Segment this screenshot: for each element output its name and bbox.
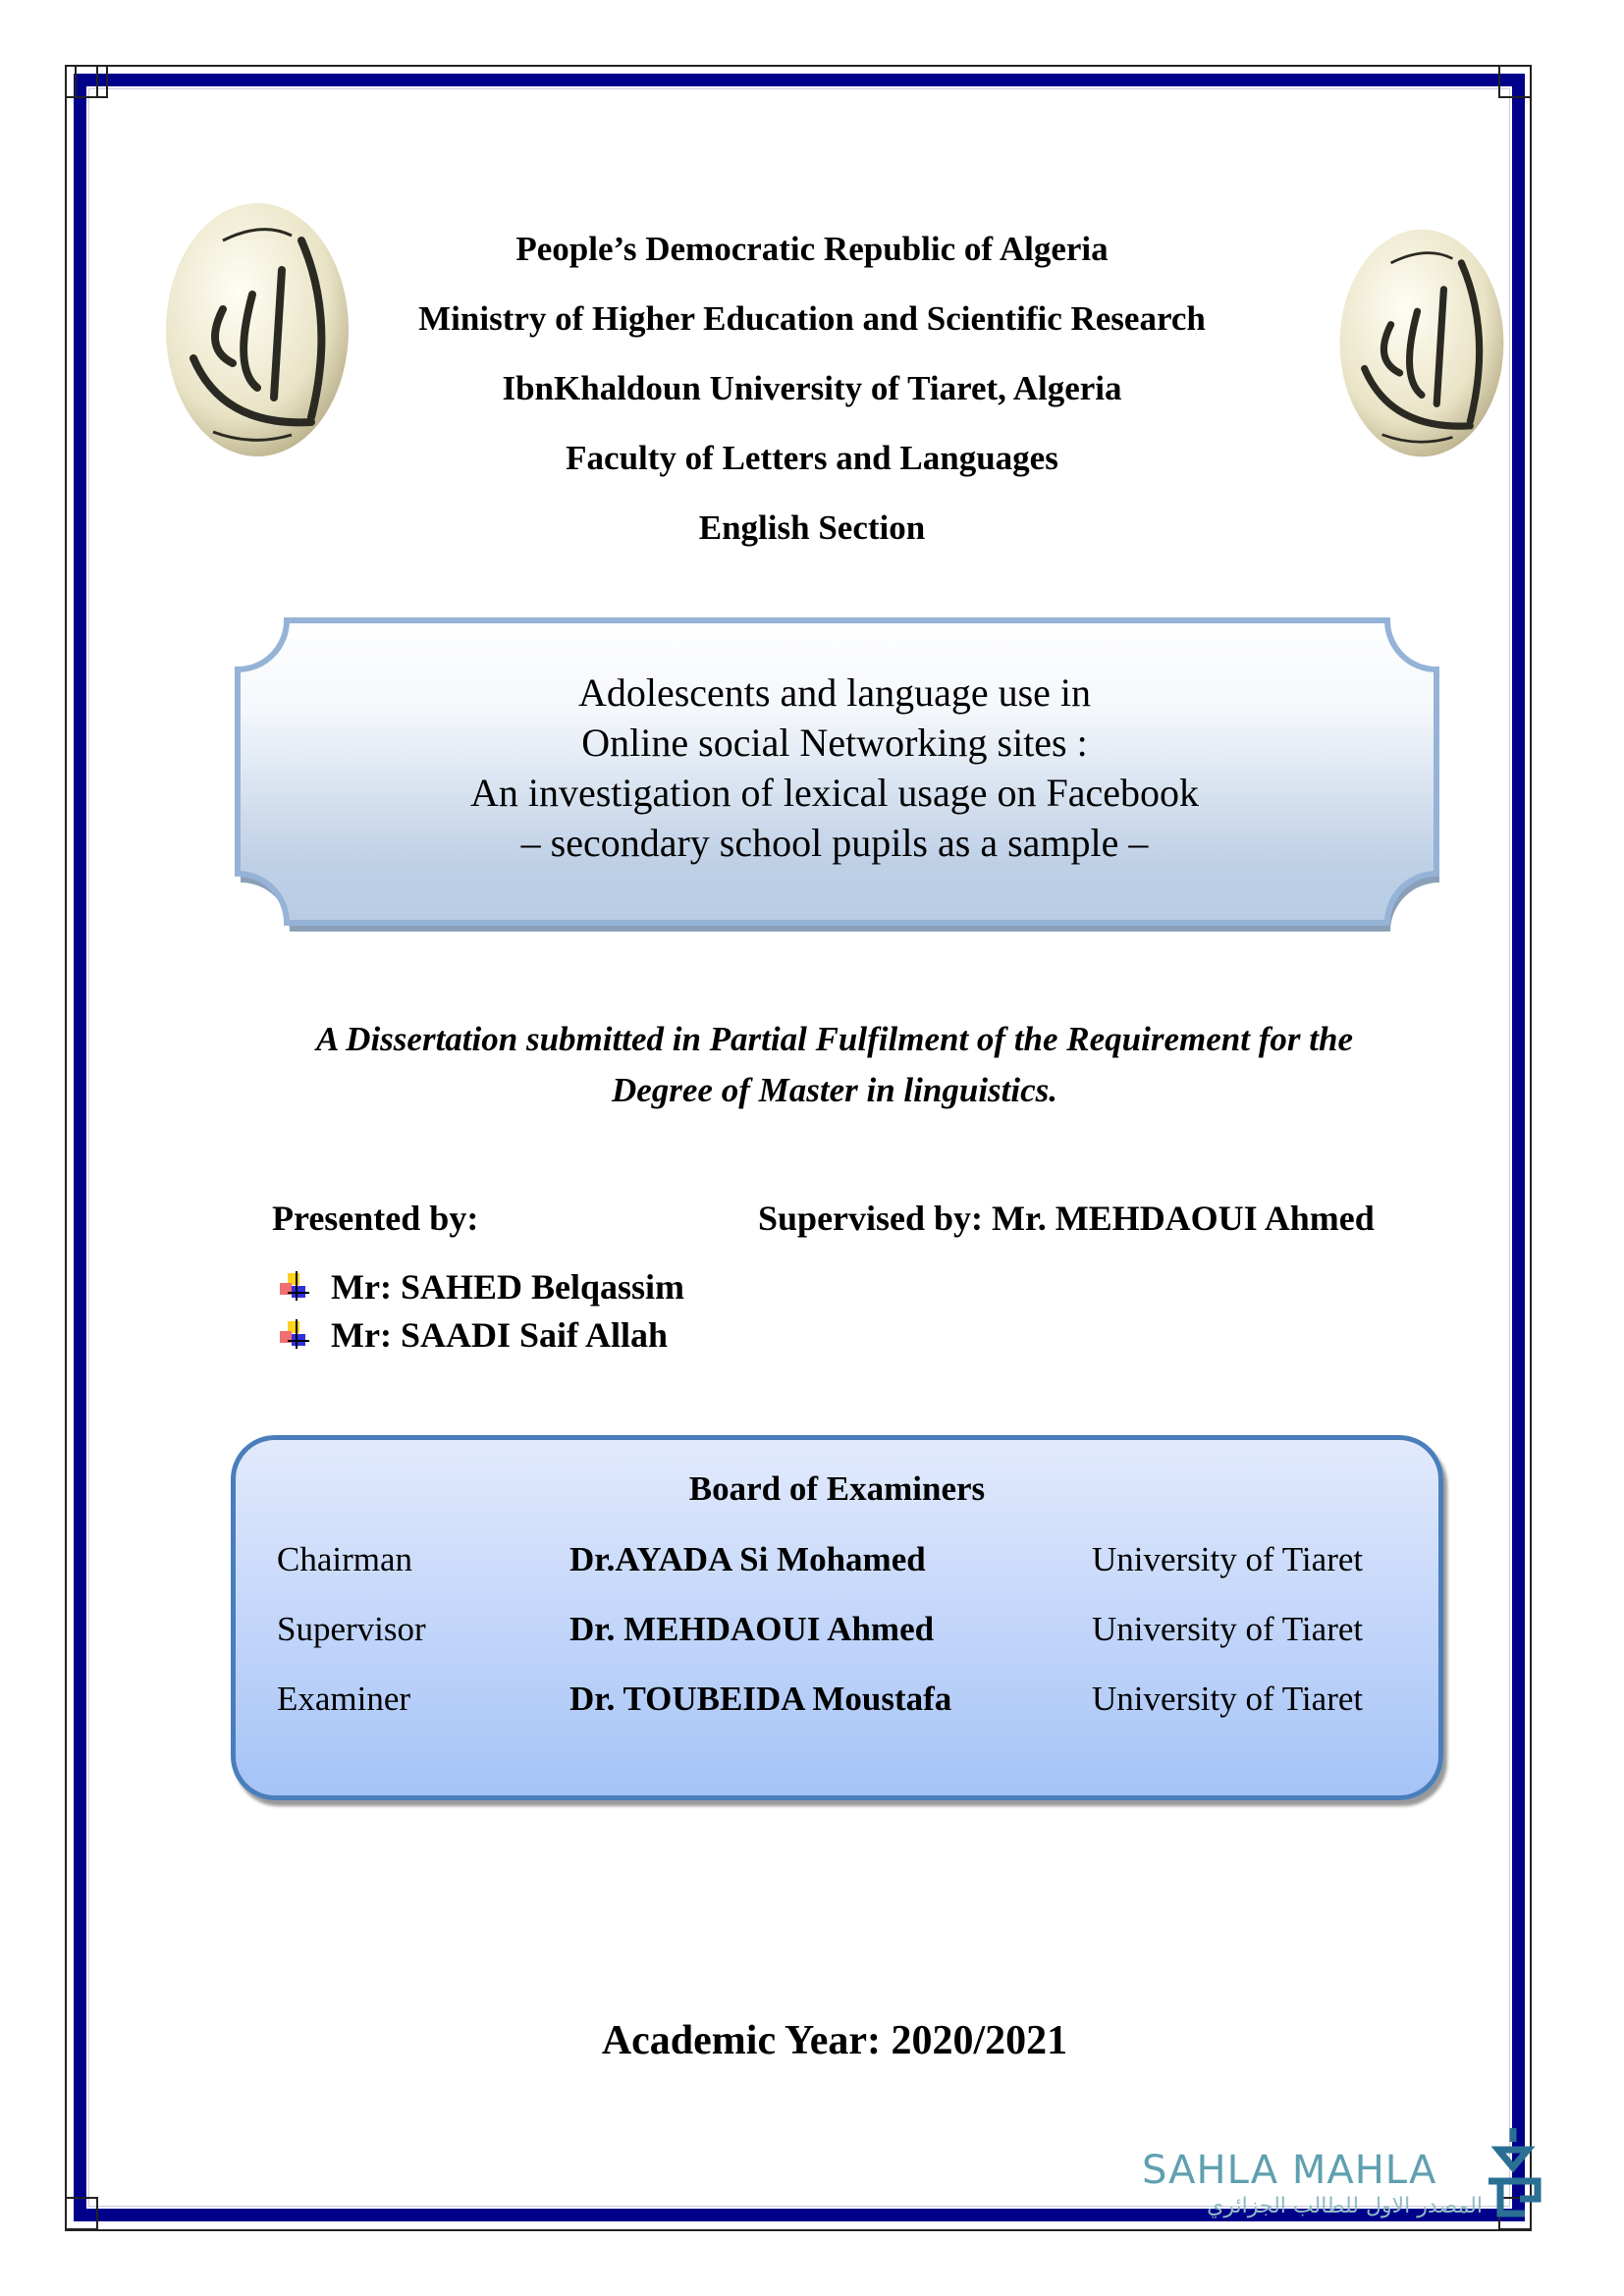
watermark-tagline: المصدر الاول للطالب الجزائري bbox=[1207, 2194, 1483, 2218]
submission-line: A Dissertation submitted in Partial Fulfilment of the Requirement for the bbox=[316, 1020, 1353, 1058]
header-country: People’s Democratic Republic of Algeria bbox=[515, 230, 1109, 268]
examiner-name: Dr. MEHDAOUI Ahmed bbox=[569, 1610, 935, 1648]
title-line: Online social Networking sites : bbox=[581, 721, 1088, 765]
submission-line: Degree of Master in linguistics. bbox=[611, 1071, 1058, 1109]
board-of-examiners bbox=[231, 1435, 1443, 1800]
corner-ornament bbox=[75, 65, 108, 98]
submission-statement bbox=[236, 1014, 1434, 1116]
corner-ornament bbox=[65, 2197, 98, 2230]
academic-year: Academic Year: 2020/2021 bbox=[601, 2018, 1068, 2063]
header-ministry: Ministry of Higher Education and Scientific Research bbox=[418, 299, 1206, 338]
supervised-by: Supervised by: Mr. MEHDAOUI Ahmed bbox=[758, 1199, 1375, 1238]
examiner-affiliation: University of Tiaret bbox=[1092, 1680, 1364, 1718]
examiner-role: Chairman bbox=[277, 1540, 413, 1578]
watermark-logo-icon bbox=[1481, 2120, 1545, 2218]
examiner-name: Dr.AYADA Si Mohamed bbox=[569, 1540, 926, 1578]
examiner-name: Dr. TOUBEIDA Moustafa bbox=[569, 1680, 952, 1718]
examiner-affiliation: University of Tiaret bbox=[1092, 1540, 1364, 1578]
bullet-icon bbox=[280, 1271, 309, 1301]
examiner-role: Examiner bbox=[277, 1680, 411, 1718]
board-title: Board of Examiners bbox=[688, 1469, 986, 1508]
header-section: English Section bbox=[698, 508, 926, 547]
watermark-brand: SAHLA MAHLA bbox=[1142, 2148, 1437, 2193]
header-university: IbnKhaldoun University of Tiaret, Algeria bbox=[502, 369, 1122, 407]
examiner-affiliation: University of Tiaret bbox=[1092, 1610, 1364, 1648]
title-line: Adolescents and language use in bbox=[577, 670, 1092, 715]
presenter-name: Mr: SAHED Belqassim bbox=[331, 1267, 684, 1307]
presented-by-label: Presented by: bbox=[272, 1199, 479, 1238]
bullet-icon bbox=[280, 1319, 309, 1349]
corner-ornament bbox=[1498, 65, 1532, 98]
examiner-role: Supervisor bbox=[277, 1610, 426, 1648]
title-line: An investigation of lexical usage on Facebook bbox=[469, 771, 1200, 815]
header-faculty: Faculty of Letters and Languages bbox=[566, 439, 1058, 477]
dissertation-title bbox=[229, 667, 1440, 868]
presenter-name: Mr: SAADI Saif Allah bbox=[331, 1315, 669, 1355]
title-line: – secondary school pupils as a sample – bbox=[520, 821, 1149, 865]
